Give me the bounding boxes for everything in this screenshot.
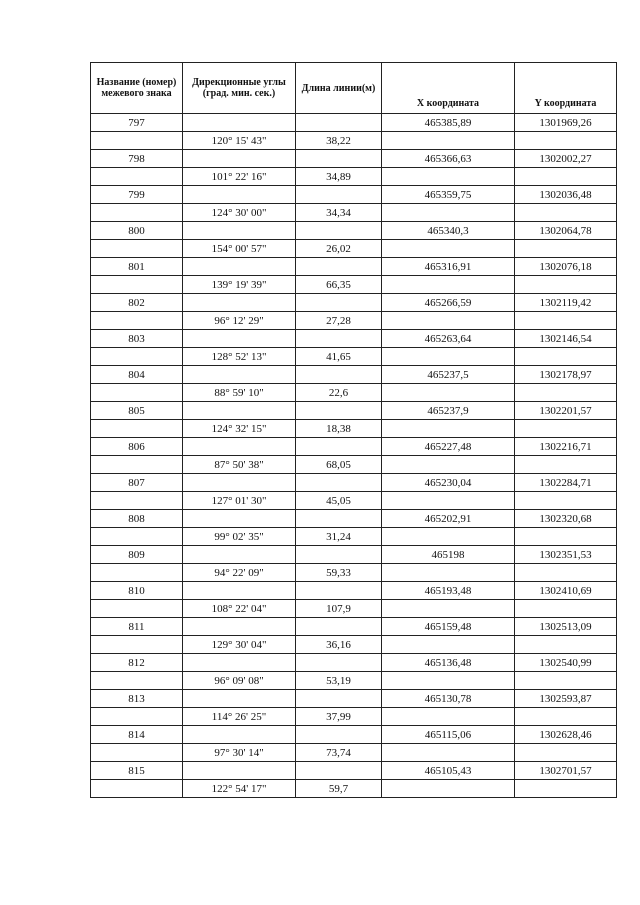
direction-angle-cell: 96° 09' 08" bbox=[183, 672, 296, 690]
table-row-point bbox=[91, 222, 617, 240]
table-row-point bbox=[91, 294, 617, 312]
empty-cell bbox=[296, 582, 382, 600]
line-length-cell: 53,19 bbox=[296, 672, 382, 690]
empty-cell bbox=[296, 294, 382, 312]
direction-angle-cell: 101° 22' 16" bbox=[183, 168, 296, 186]
empty-cell bbox=[515, 276, 617, 294]
x-coordinate-cell: 465136,48 bbox=[382, 654, 515, 672]
empty-cell bbox=[296, 762, 382, 780]
table-row-point bbox=[91, 186, 617, 204]
table-row-segment bbox=[91, 312, 617, 330]
empty-cell bbox=[515, 420, 617, 438]
point-name-cell: 798 bbox=[91, 150, 183, 168]
empty-cell bbox=[382, 636, 515, 654]
boundary-coordinates-table bbox=[90, 62, 617, 798]
empty-cell bbox=[515, 384, 617, 402]
point-name-cell: 815 bbox=[91, 762, 183, 780]
empty-cell bbox=[515, 780, 617, 798]
y-coordinate-cell: 1302320,68 bbox=[515, 510, 617, 528]
empty-cell bbox=[515, 672, 617, 690]
point-name-cell: 804 bbox=[91, 366, 183, 384]
empty-cell bbox=[183, 150, 296, 168]
table-row-point bbox=[91, 150, 617, 168]
table-row-point bbox=[91, 474, 617, 492]
empty-cell bbox=[296, 330, 382, 348]
empty-cell bbox=[91, 708, 183, 726]
empty-cell bbox=[296, 474, 382, 492]
line-length-cell: 37,99 bbox=[296, 708, 382, 726]
empty-cell bbox=[183, 546, 296, 564]
y-coordinate-cell: 1301969,26 bbox=[515, 114, 617, 132]
empty-cell bbox=[183, 186, 296, 204]
empty-cell bbox=[296, 186, 382, 204]
table-row-point bbox=[91, 366, 617, 384]
direction-angle-cell: 114° 26' 25" bbox=[183, 708, 296, 726]
y-coordinate-cell: 1302593,87 bbox=[515, 690, 617, 708]
table-row-point bbox=[91, 726, 617, 744]
y-coordinate-cell: 1302701,57 bbox=[515, 762, 617, 780]
empty-cell bbox=[91, 492, 183, 510]
header-line-length: Длина линии(м) bbox=[296, 63, 382, 114]
y-coordinate-cell: 1302351,53 bbox=[515, 546, 617, 564]
empty-cell bbox=[382, 384, 515, 402]
table-row-point bbox=[91, 438, 617, 456]
point-name-cell: 810 bbox=[91, 582, 183, 600]
x-coordinate-cell: 465105,43 bbox=[382, 762, 515, 780]
line-length-cell: 34,34 bbox=[296, 204, 382, 222]
table-row-segment bbox=[91, 240, 617, 258]
y-coordinate-cell: 1302284,71 bbox=[515, 474, 617, 492]
table-row-segment bbox=[91, 132, 617, 150]
empty-cell bbox=[296, 150, 382, 168]
empty-cell bbox=[382, 492, 515, 510]
x-coordinate-cell: 465193,48 bbox=[382, 582, 515, 600]
point-name-cell: 800 bbox=[91, 222, 183, 240]
empty-cell bbox=[515, 492, 617, 510]
empty-cell bbox=[382, 672, 515, 690]
direction-angle-cell: 108° 22' 04" bbox=[183, 600, 296, 618]
x-coordinate-cell: 465340,3 bbox=[382, 222, 515, 240]
line-length-cell: 59,7 bbox=[296, 780, 382, 798]
empty-cell bbox=[183, 474, 296, 492]
y-coordinate-cell: 1302410,69 bbox=[515, 582, 617, 600]
table-row-point bbox=[91, 258, 617, 276]
empty-cell bbox=[382, 240, 515, 258]
empty-cell bbox=[183, 258, 296, 276]
line-length-cell: 36,16 bbox=[296, 636, 382, 654]
direction-angle-cell: 139° 19' 39" bbox=[183, 276, 296, 294]
table-row-point bbox=[91, 690, 617, 708]
direction-angle-cell: 99° 02' 35" bbox=[183, 528, 296, 546]
header-direction-angle: Дирекционные углы (град. мин. сек.) bbox=[183, 63, 296, 114]
line-length-cell: 38,22 bbox=[296, 132, 382, 150]
empty-cell bbox=[91, 528, 183, 546]
empty-cell bbox=[382, 132, 515, 150]
y-coordinate-cell: 1302064,78 bbox=[515, 222, 617, 240]
x-coordinate-cell: 465366,63 bbox=[382, 150, 515, 168]
x-coordinate-cell: 465359,75 bbox=[382, 186, 515, 204]
table-row-point bbox=[91, 654, 617, 672]
empty-cell bbox=[515, 744, 617, 762]
table-row-segment bbox=[91, 384, 617, 402]
y-coordinate-cell: 1302216,71 bbox=[515, 438, 617, 456]
table-row-segment bbox=[91, 600, 617, 618]
point-name-cell: 799 bbox=[91, 186, 183, 204]
empty-cell bbox=[183, 402, 296, 420]
empty-cell bbox=[296, 258, 382, 276]
empty-cell bbox=[183, 726, 296, 744]
empty-cell bbox=[382, 276, 515, 294]
empty-cell bbox=[183, 654, 296, 672]
empty-cell bbox=[183, 618, 296, 636]
y-coordinate-cell: 1302002,27 bbox=[515, 150, 617, 168]
table-row-segment bbox=[91, 708, 617, 726]
empty-cell bbox=[382, 168, 515, 186]
empty-cell bbox=[515, 636, 617, 654]
x-coordinate-cell: 465202,91 bbox=[382, 510, 515, 528]
point-name-cell: 807 bbox=[91, 474, 183, 492]
empty-cell bbox=[382, 780, 515, 798]
empty-cell bbox=[91, 636, 183, 654]
line-length-cell: 59,33 bbox=[296, 564, 382, 582]
empty-cell bbox=[515, 240, 617, 258]
x-coordinate-cell: 465230,04 bbox=[382, 474, 515, 492]
y-coordinate-cell: 1302513,09 bbox=[515, 618, 617, 636]
direction-angle-cell: 124° 32' 15" bbox=[183, 420, 296, 438]
empty-cell bbox=[515, 564, 617, 582]
empty-cell bbox=[91, 672, 183, 690]
direction-angle-cell: 97° 30' 14" bbox=[183, 744, 296, 762]
empty-cell bbox=[183, 690, 296, 708]
empty-cell bbox=[515, 528, 617, 546]
table-row-segment bbox=[91, 276, 617, 294]
empty-cell bbox=[296, 546, 382, 564]
empty-cell bbox=[382, 456, 515, 474]
empty-cell bbox=[91, 384, 183, 402]
line-length-cell: 27,28 bbox=[296, 312, 382, 330]
table-row-segment bbox=[91, 672, 617, 690]
line-length-cell: 66,35 bbox=[296, 276, 382, 294]
y-coordinate-cell: 1302076,18 bbox=[515, 258, 617, 276]
table-row-point bbox=[91, 582, 617, 600]
empty-cell bbox=[183, 366, 296, 384]
x-coordinate-cell: 465316,91 bbox=[382, 258, 515, 276]
direction-angle-cell: 120° 15' 43" bbox=[183, 132, 296, 150]
empty-cell bbox=[91, 744, 183, 762]
table-row-segment bbox=[91, 456, 617, 474]
empty-cell bbox=[183, 114, 296, 132]
empty-cell bbox=[296, 114, 382, 132]
x-coordinate-cell: 465263,64 bbox=[382, 330, 515, 348]
empty-cell bbox=[183, 294, 296, 312]
x-coordinate-cell: 465237,5 bbox=[382, 366, 515, 384]
table-row-point bbox=[91, 114, 617, 132]
x-coordinate-cell: 465227,48 bbox=[382, 438, 515, 456]
direction-angle-cell: 127° 01' 30" bbox=[183, 492, 296, 510]
x-coordinate-cell: 465198 bbox=[382, 546, 515, 564]
empty-cell bbox=[296, 654, 382, 672]
y-coordinate-cell: 1302119,42 bbox=[515, 294, 617, 312]
table-row-point bbox=[91, 618, 617, 636]
x-coordinate-cell: 465130,78 bbox=[382, 690, 515, 708]
direction-angle-cell: 88° 59' 10" bbox=[183, 384, 296, 402]
point-name-cell: 803 bbox=[91, 330, 183, 348]
empty-cell bbox=[382, 420, 515, 438]
direction-angle-cell: 128° 52' 13" bbox=[183, 348, 296, 366]
empty-cell bbox=[183, 582, 296, 600]
table-row-segment bbox=[91, 348, 617, 366]
empty-cell bbox=[91, 456, 183, 474]
empty-cell bbox=[91, 240, 183, 258]
table-row-segment bbox=[91, 636, 617, 654]
table-row-segment bbox=[91, 780, 617, 798]
x-coordinate-cell: 465237,9 bbox=[382, 402, 515, 420]
empty-cell bbox=[91, 780, 183, 798]
direction-angle-cell: 94° 22' 09" bbox=[183, 564, 296, 582]
empty-cell bbox=[296, 726, 382, 744]
point-name-cell: 808 bbox=[91, 510, 183, 528]
line-length-cell: 22,6 bbox=[296, 384, 382, 402]
line-length-cell: 73,74 bbox=[296, 744, 382, 762]
header-row bbox=[91, 63, 617, 114]
empty-cell bbox=[91, 168, 183, 186]
empty-cell bbox=[296, 618, 382, 636]
table-row-segment bbox=[91, 744, 617, 762]
empty-cell bbox=[382, 348, 515, 366]
point-name-cell: 809 bbox=[91, 546, 183, 564]
y-coordinate-cell: 1302628,46 bbox=[515, 726, 617, 744]
empty-cell bbox=[296, 438, 382, 456]
x-coordinate-cell: 465385,89 bbox=[382, 114, 515, 132]
point-name-cell: 797 bbox=[91, 114, 183, 132]
y-coordinate-cell: 1302540,99 bbox=[515, 654, 617, 672]
empty-cell bbox=[91, 204, 183, 222]
empty-cell bbox=[91, 312, 183, 330]
empty-cell bbox=[91, 276, 183, 294]
empty-cell bbox=[515, 600, 617, 618]
line-length-cell: 31,24 bbox=[296, 528, 382, 546]
empty-cell bbox=[515, 204, 617, 222]
table-row-segment bbox=[91, 420, 617, 438]
empty-cell bbox=[91, 564, 183, 582]
point-name-cell: 812 bbox=[91, 654, 183, 672]
header-point-name: Название (номер) межевого знака bbox=[91, 63, 183, 114]
direction-angle-cell: 87° 50' 38" bbox=[183, 456, 296, 474]
empty-cell bbox=[183, 438, 296, 456]
table-row-point bbox=[91, 546, 617, 564]
empty-cell bbox=[296, 402, 382, 420]
empty-cell bbox=[382, 204, 515, 222]
direction-angle-cell: 129° 30' 04" bbox=[183, 636, 296, 654]
direction-angle-cell: 124° 30' 00" bbox=[183, 204, 296, 222]
line-length-cell: 107,9 bbox=[296, 600, 382, 618]
empty-cell bbox=[296, 510, 382, 528]
line-length-cell: 34,89 bbox=[296, 168, 382, 186]
empty-cell bbox=[91, 600, 183, 618]
direction-angle-cell: 96° 12' 29" bbox=[183, 312, 296, 330]
point-name-cell: 811 bbox=[91, 618, 183, 636]
header-x-coordinate: X координата bbox=[382, 63, 515, 114]
point-name-cell: 805 bbox=[91, 402, 183, 420]
empty-cell bbox=[382, 528, 515, 546]
table-row-segment bbox=[91, 564, 617, 582]
line-length-cell: 18,38 bbox=[296, 420, 382, 438]
empty-cell bbox=[515, 708, 617, 726]
empty-cell bbox=[183, 330, 296, 348]
line-length-cell: 45,05 bbox=[296, 492, 382, 510]
empty-cell bbox=[183, 510, 296, 528]
point-name-cell: 813 bbox=[91, 690, 183, 708]
point-name-cell: 801 bbox=[91, 258, 183, 276]
empty-cell bbox=[515, 456, 617, 474]
empty-cell bbox=[515, 348, 617, 366]
point-name-cell: 814 bbox=[91, 726, 183, 744]
empty-cell bbox=[91, 420, 183, 438]
direction-angle-cell: 122° 54' 17" bbox=[183, 780, 296, 798]
empty-cell bbox=[515, 168, 617, 186]
line-length-cell: 41,65 bbox=[296, 348, 382, 366]
point-name-cell: 806 bbox=[91, 438, 183, 456]
empty-cell bbox=[515, 312, 617, 330]
table-row-segment bbox=[91, 168, 617, 186]
empty-cell bbox=[91, 132, 183, 150]
x-coordinate-cell: 465266,59 bbox=[382, 294, 515, 312]
table-row-point bbox=[91, 510, 617, 528]
empty-cell bbox=[382, 744, 515, 762]
empty-cell bbox=[296, 366, 382, 384]
empty-cell bbox=[91, 348, 183, 366]
empty-cell bbox=[382, 564, 515, 582]
table-row-point bbox=[91, 762, 617, 780]
table-row-segment bbox=[91, 204, 617, 222]
table-row-segment bbox=[91, 492, 617, 510]
empty-cell bbox=[515, 132, 617, 150]
y-coordinate-cell: 1302146,54 bbox=[515, 330, 617, 348]
table-row-point bbox=[91, 402, 617, 420]
y-coordinate-cell: 1302178,97 bbox=[515, 366, 617, 384]
empty-cell bbox=[382, 312, 515, 330]
empty-cell bbox=[296, 222, 382, 240]
empty-cell bbox=[183, 762, 296, 780]
header-y-coordinate: Y координата bbox=[515, 63, 617, 114]
y-coordinate-cell: 1302036,48 bbox=[515, 186, 617, 204]
table-row-point bbox=[91, 330, 617, 348]
direction-angle-cell: 154° 00' 57" bbox=[183, 240, 296, 258]
x-coordinate-cell: 465159,48 bbox=[382, 618, 515, 636]
table-header bbox=[91, 63, 617, 114]
point-name-cell: 802 bbox=[91, 294, 183, 312]
empty-cell bbox=[382, 600, 515, 618]
table-row-segment bbox=[91, 528, 617, 546]
line-length-cell: 68,05 bbox=[296, 456, 382, 474]
x-coordinate-cell: 465115,06 bbox=[382, 726, 515, 744]
empty-cell bbox=[382, 708, 515, 726]
empty-cell bbox=[296, 690, 382, 708]
y-coordinate-cell: 1302201,57 bbox=[515, 402, 617, 420]
table-body bbox=[91, 114, 617, 798]
empty-cell bbox=[183, 222, 296, 240]
line-length-cell: 26,02 bbox=[296, 240, 382, 258]
